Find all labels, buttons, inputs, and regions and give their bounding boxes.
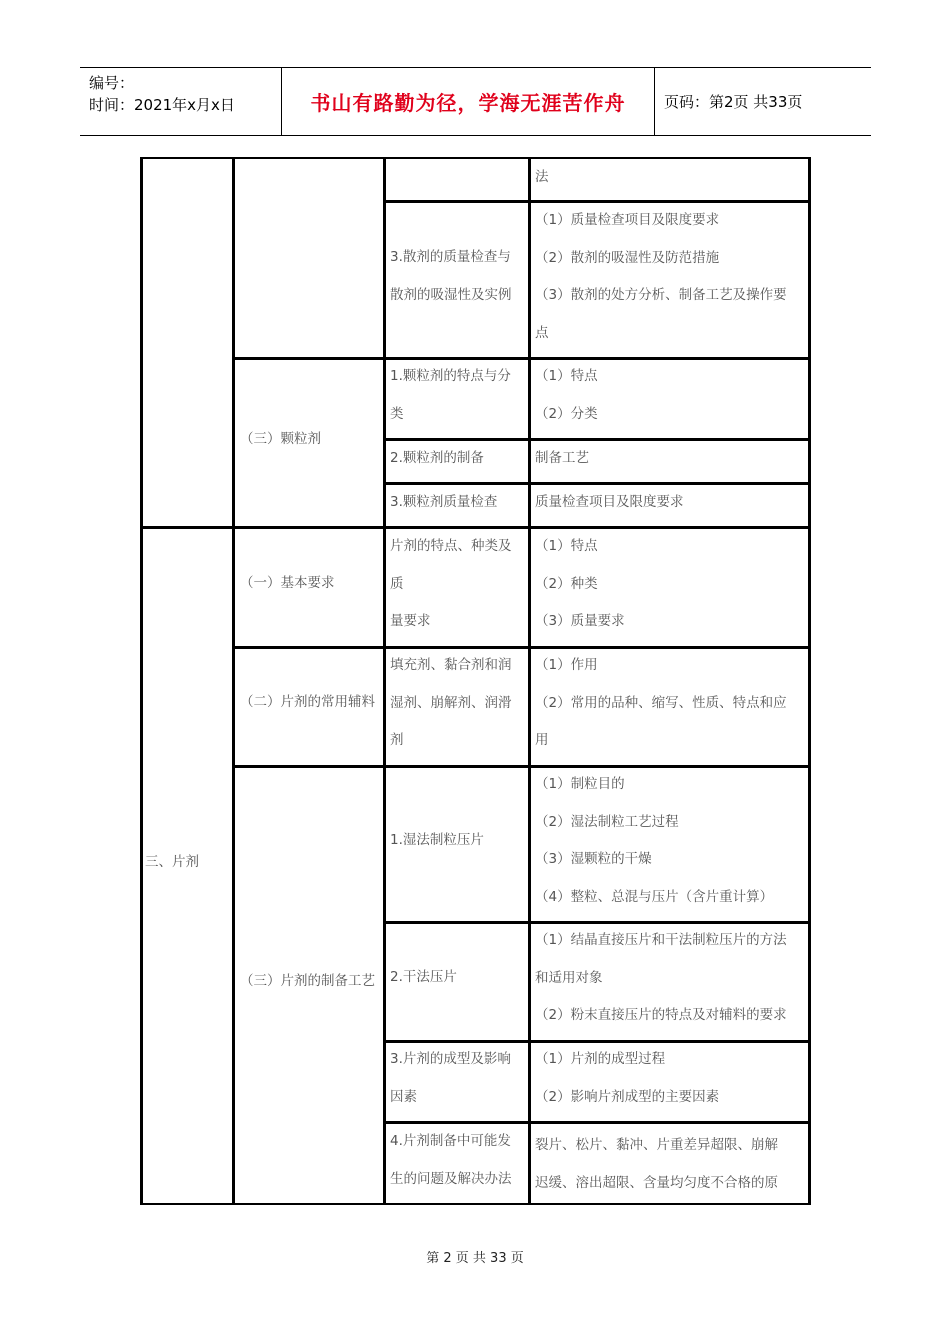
table-cell: （1）结晶直接压片和干法制粒压片的方法 和适用对象 （2）粉末直接压片的特点及对辅料的要求 xyxy=(535,932,787,1023)
table-cell: 3.散剂的质量检查与 散剂的吸湿性及实例 xyxy=(390,249,512,303)
section-title: 三、片剂 xyxy=(145,854,199,870)
table-cell: 制备工艺 xyxy=(535,450,589,466)
date-line: 时间：2021年x月x日 xyxy=(89,96,235,114)
table-cell: 4.片剂制备中可能发 生的问题及解决办法 xyxy=(390,1133,512,1187)
table-cell: （1）片剂的成型过程 （2）影响片剂成型的主要因素 xyxy=(535,1051,720,1105)
table-cell: 法 xyxy=(535,169,549,185)
table-cell: （一）基本要求 xyxy=(240,575,335,591)
table-cell: 片剂的特点、种类及 质 量要求 xyxy=(390,538,512,629)
header-motto: 书山有路勤为径，学海无涯苦作舟 xyxy=(282,68,655,135)
table-cell: （三）片剂的制备工艺 xyxy=(240,973,375,989)
table-cell: （三）颗粒剂 xyxy=(240,431,321,447)
table-cell: 裂片、松片、黏冲、片重差异超限、崩解 迟缓、溶出超限、含量均匀度不合格的原 xyxy=(535,1137,778,1191)
table-cell: 填充剂、黏合剂和润 湿剂、崩解剂、润滑 剂 xyxy=(390,657,512,748)
table-cell: 3.片剂的成型及影响 因素 xyxy=(390,1051,511,1105)
table-cell: （二）片剂的常用辅料 xyxy=(240,694,375,710)
page-footer: 第 2 页 共 33 页 xyxy=(426,1251,524,1266)
table-cell: （1）质量检查项目及限度要求 （2）散剂的吸湿性及防范措施 （3）散剂的处方分析、制备工艺及操作要 点 xyxy=(535,212,787,341)
table-cell: 3.颗粒剂质量检查 xyxy=(390,494,498,510)
page-header xyxy=(80,67,871,136)
table-cell: （1）作用 （2）常用的品种、缩写、性质、特点和应 用 xyxy=(535,657,787,748)
table-cell: 1.湿法制粒压片 xyxy=(390,832,484,848)
table-cell: （1）特点 （2）种类 （3）质量要求 xyxy=(535,538,625,629)
table-cell: 质量检查项目及限度要求 xyxy=(535,494,684,510)
table-cell: （1）制粒目的 （2）湿法制粒工艺过程 （3）湿颗粒的干燥 （4）整粒、总混与压片（含片重计算） xyxy=(535,776,774,905)
table-cell: 2.颗粒剂的制备 xyxy=(390,450,484,466)
table-cell: （1）特点 （2）分类 xyxy=(535,368,598,422)
header-meta xyxy=(80,68,282,135)
serial-label: 编号： xyxy=(89,74,135,92)
syllabus-table xyxy=(140,157,811,1205)
table-cell: 1.颗粒剂的特点与分 类 xyxy=(390,368,511,422)
header-page-info: 页码：第2页 共33页 xyxy=(664,93,803,111)
table-cell: 2.干法压片 xyxy=(390,969,457,985)
